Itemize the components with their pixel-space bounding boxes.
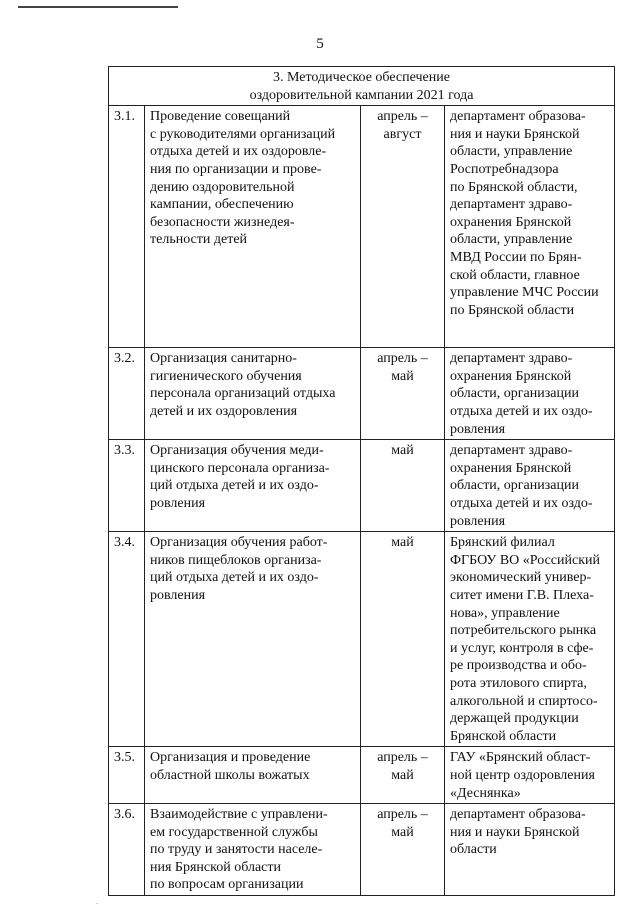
row-responsible: Брянский филиал ФГБОУ ВО «Российский экономический универ- ситет имени Г.В. Плеха- нова», управление потребительского рынка и услуг, контроля в сфе- ре производства и обо- рота этилового спирта, алкогольной и спиртосо- держащей продукции Брянской области xyxy=(445,532,615,747)
row-period: апрель – май xyxy=(361,804,445,896)
table-row xyxy=(109,804,615,896)
row-period: апрель – август xyxy=(361,106,445,348)
table-row xyxy=(109,440,615,532)
table-row xyxy=(109,348,615,440)
row-period: май xyxy=(361,440,445,532)
table-row xyxy=(109,747,615,804)
row-number: 3.3. xyxy=(109,440,145,532)
row-responsible: департамент образова- ния и науки Брянской области, управление Роспотребнадзора по Брянской области, департамент здраво- охранения Брянской области, управление МВД России по Брян- ской области, главное управление МЧС России по Брянской области xyxy=(445,106,615,348)
row-number: 3.1. xyxy=(109,106,145,348)
row-responsible: департамент образова- ния и науки Брянской области xyxy=(445,804,615,896)
row-number: 3.4. xyxy=(109,532,145,747)
row-responsible: ГАУ «Брянский област- ной центр оздоровления «Деснянка» xyxy=(445,747,615,804)
row-period: апрель – май xyxy=(361,348,445,440)
row-number: 3.5. xyxy=(109,747,145,804)
row-activity: Организация санитарно- гигиенического обучения персонала организаций отдыха детей и их оздоровления xyxy=(145,348,361,440)
row-activity: Проведение совещаний с руководителями организаций отдыха детей и их оздоровле- ния по организации и прове- дению оздоровительной кампании, обеспечению безопасности жизнедея- тельности детей xyxy=(145,106,361,348)
table-row xyxy=(109,106,615,348)
row-number: 3.6. xyxy=(109,804,145,896)
row-activity: Организация и проведение областной школы вожатых xyxy=(145,747,361,804)
scan-mark: . xyxy=(96,896,99,906)
section-header-row xyxy=(109,67,615,106)
row-period: май xyxy=(361,532,445,747)
header-rule xyxy=(18,6,178,8)
row-period: апрель – май xyxy=(361,747,445,804)
section-title-line1: 3. Методическое обеспечение xyxy=(273,70,450,85)
row-activity: Организация обучения меди- цинского персонала организа- ций отдыха детей и их оздо- ровления xyxy=(145,440,361,532)
table-row xyxy=(109,532,615,747)
row-activity: Организация обучения работ- ников пищеблоков организа- ций отдыха детей и их оздо- ровления xyxy=(145,532,361,747)
row-responsible: департамент здраво- охранения Брянской области, организации отдыха детей и их оздо- ровления xyxy=(445,348,615,440)
section-title xyxy=(109,67,615,106)
section-title-line2: оздоровительной кампании 2021 года xyxy=(249,87,474,103)
row-activity: Взаимодействие с управлени- ем государственной службы по труду и занятости населе- ния Брянской области по вопросам организации xyxy=(145,804,361,896)
row-responsible: департамент здраво- охранения Брянской области, организации отдыха детей и их оздо- ровления xyxy=(445,440,615,532)
plan-table xyxy=(108,66,615,896)
row-number: 3.2. xyxy=(109,348,145,440)
page-number: 5 xyxy=(316,36,324,52)
